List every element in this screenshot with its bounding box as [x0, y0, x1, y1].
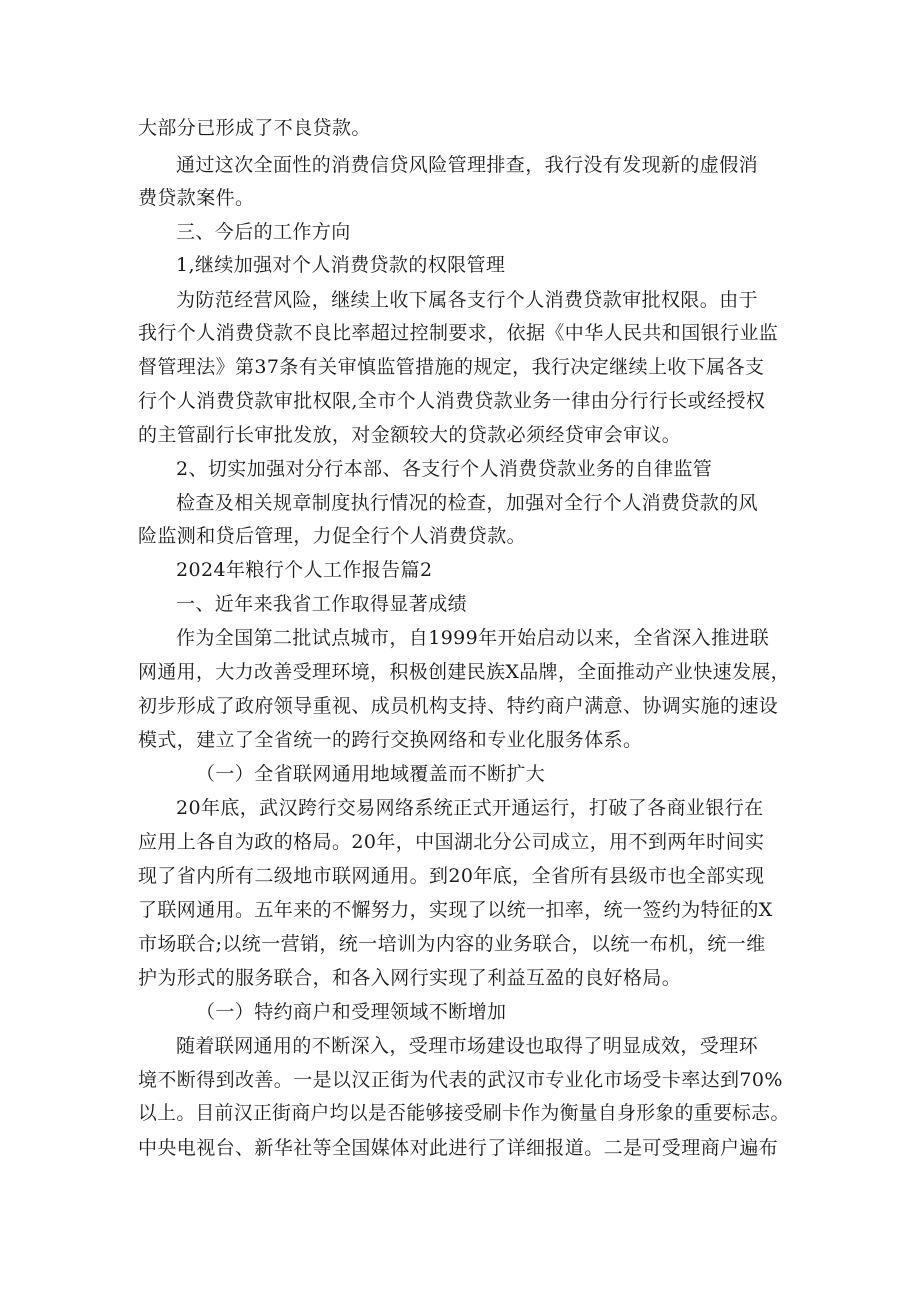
subsection-heading: 2、切实加强对分行本部、各支行个人消费贷款业务的自律监管 [176, 458, 713, 480]
text-line: 检查及相关规章制度执行情况的检查，加强对全行个人消费贷款的风 [176, 492, 759, 514]
text-line: 督管理法》第37条有关审慎监管措施的规定，我行决定继续上收下属各支 [138, 356, 765, 378]
text-line: 大部分已形成了不良贷款。 [138, 117, 371, 139]
text-line: 作为全国第二批试点城市，自1999年开始启动以来，全省深入推进联 [176, 627, 770, 649]
section-heading: 一、近年来我省工作取得显著成绩 [176, 593, 468, 615]
text-line: 了联网通用。五年来的不懈努力，实现了以统一扣率，统一签约为特征的X [138, 899, 773, 921]
text-line: 以上。目前汉正街商户均以是否能够接受刷卡作为衡量自身形象的重要标志。 [138, 1103, 790, 1124]
text-line: 初步形成了政府领导重视、成员机构支持、特约商户满意、协调实施的速设 [138, 695, 779, 717]
text-line: 行个人消费贷款审批权限,全市个人消费贷款业务一律由分行行长或经授权 [138, 390, 766, 412]
text-line: 境不断得到改善。一是以汉正街为代表的武汉市专业化市场受卡率达到70% [138, 1069, 783, 1091]
section-heading: 三、今后的工作方向 [176, 221, 351, 243]
text-line: 20年底，武汉跨行交易网络系统正式开通运行，打破了各商业银行在 [176, 797, 764, 819]
subsection-heading: （一）特约商户和受理领域不断增加 [196, 1001, 507, 1023]
text-line: 市场联合;以统一营销，统一培训为内容的业务联合，以统一布机，统一维 [138, 933, 766, 955]
text-line: 费贷款案件。 [138, 187, 255, 209]
text-line: 中央电视台、新华社等全国媒体对此进行了详细报道。二是可受理商户遍布 [138, 1137, 779, 1159]
text-line: 应用上各自为政的格局。20年，中国湖北分公司成立，用不到两年时间实 [138, 831, 765, 853]
text-line: 险监测和贷后管理，力促全行个人消费贷款。 [138, 525, 527, 547]
report-title: 2024年粮行个人工作报告篇2 [176, 559, 433, 581]
text-line: 模式，建立了全省统一的跨行交换网络和专业化服务体系。 [138, 729, 643, 751]
text-line: 的主管副行长审批发放，对金额较大的贷款必须经贷审会审议。 [138, 424, 682, 446]
text-line: 我行个人消费贷款不良比率超过控制要求，依据《中华人民共和国银行业监 [138, 322, 779, 344]
text-line: 现了省内所有二级地市联网通用。到20年底，全省所有县级市也全部实现 [138, 865, 765, 887]
text-line: 为防范经营风险，继续上收下属各支行个人消费贷款审批权限。由于 [176, 289, 759, 311]
subsection-heading: （一）全省联网通用地域覆盖而不断扩大 [196, 763, 546, 785]
text-line: 网通用，大力改善受理环境，积极创建民族X品牌，全面推动产业快速发展， [138, 661, 791, 683]
text-line: 护为形式的服务联合，和各入网行实现了利益互盈的良好格局。 [138, 967, 682, 989]
subsection-heading: 1,继续加强对个人消费贷款的权限管理 [176, 254, 506, 276]
text-line: 通过这次全面性的消费信贷风险管理排查，我行没有发现新的虚假消 [176, 154, 759, 176]
text-line: 随着联网通用的不断深入，受理市场建设也取得了明显成效，受理环 [176, 1035, 759, 1057]
